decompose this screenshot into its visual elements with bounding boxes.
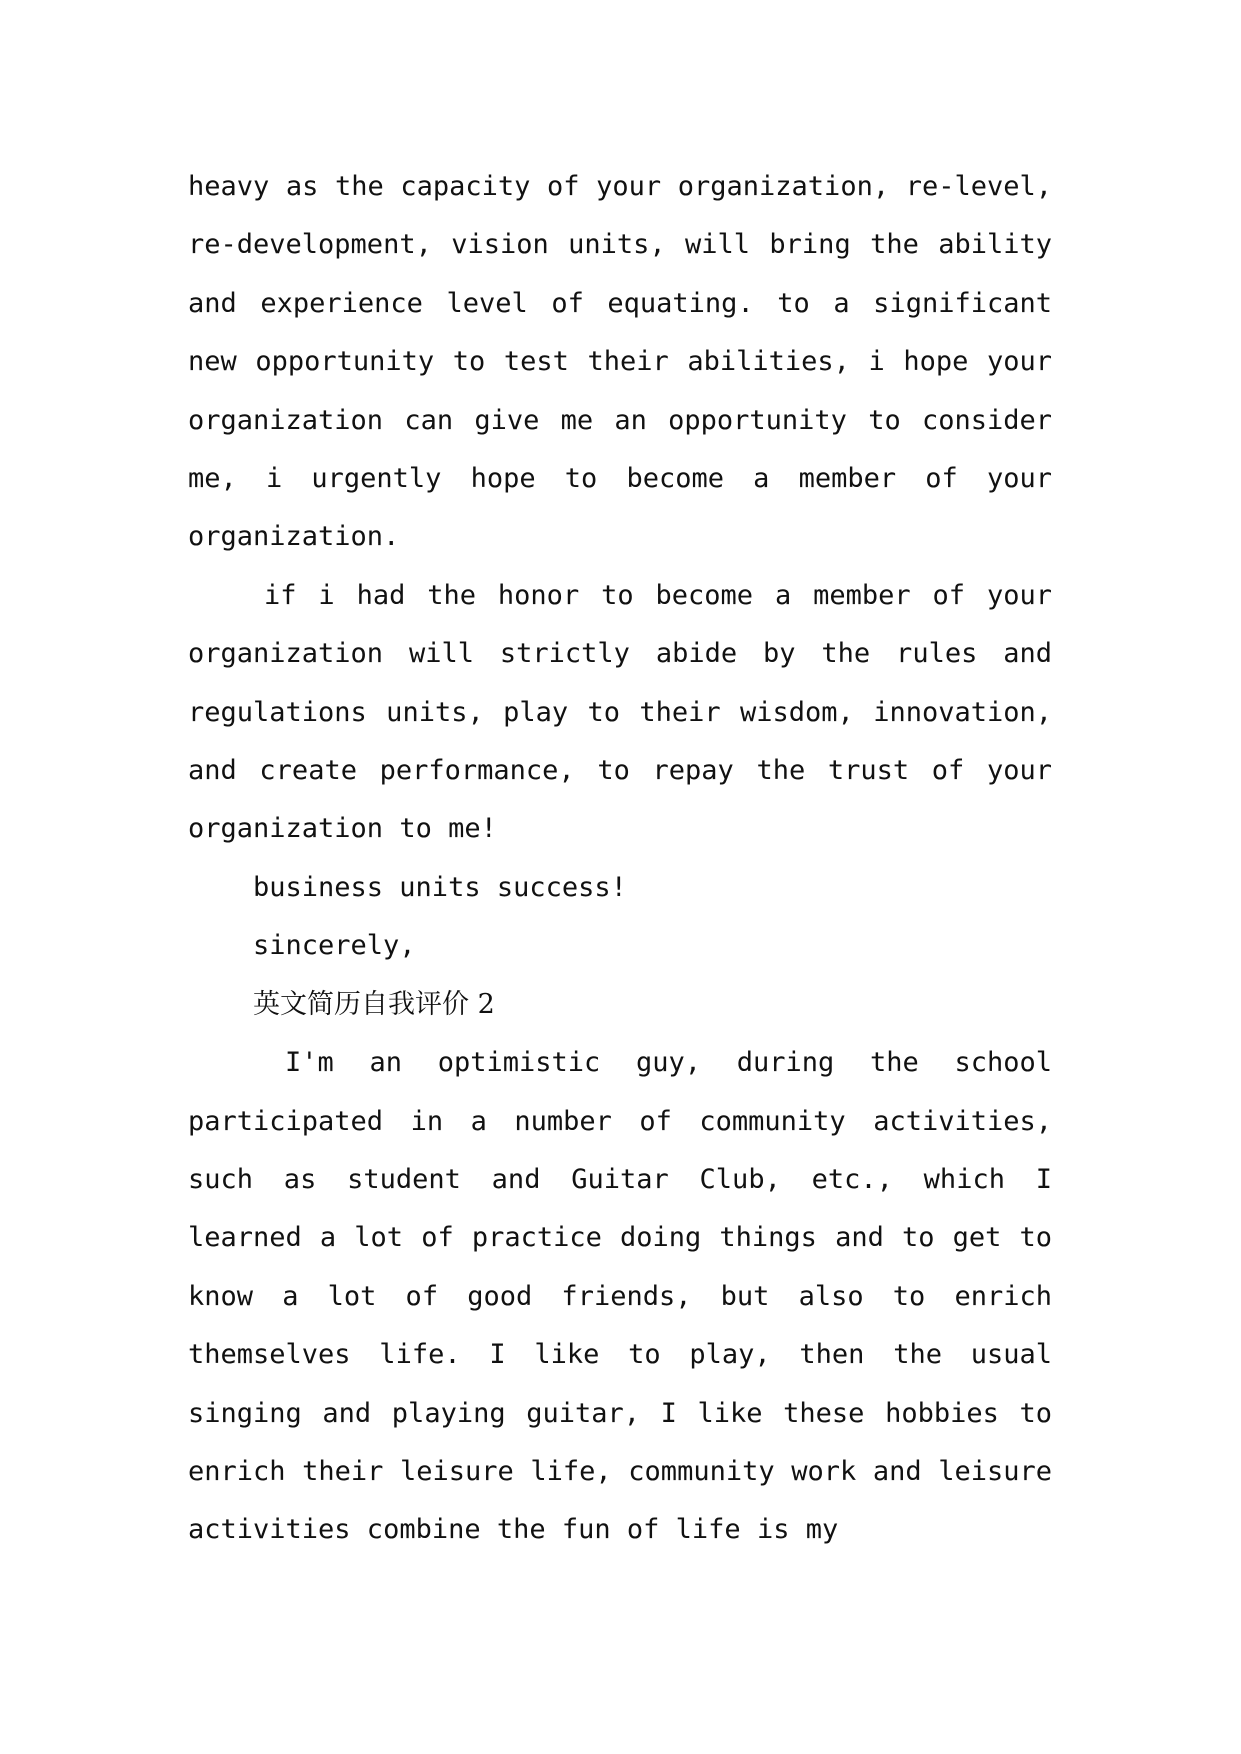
section-heading: 英文简历自我评价 2 (253, 988, 495, 1020)
paragraph-optimistic-guy: I'm an optimistic guy, during the school participated in a number of community activities, such as student and Guitar Club, etc., which I learned a lot of practice doing things and to get to know a lot of good friends, but also to enrich themselves life. I like to play, then the usual singing and playing guitar, I like these hobbies to enrich their leisure life, community work and leisure activities combine the fun of life is my (188, 1047, 1052, 1546)
paragraph-honor-member: if i had the honor to become a member of your organization will strictly abide by the rules and regulations units, play to their wisdom, innovation, and create performance, to repay the trust of your organization to me! (188, 579, 1052, 845)
line-sincerely: sincerely, (253, 930, 416, 962)
document-page (188, 158, 1052, 1560)
paragraph-organization-capacity: heavy as the capacity of your organization, re-level, re-development, vision units, will bring the ability and experience level of equating. to a significant new opportunity to test their abilities, i hope your organization can give me an opportunity to consider me, i urgently hope to become a member of your organization. (188, 171, 1052, 553)
line-business-success: business units success! (253, 871, 627, 903)
